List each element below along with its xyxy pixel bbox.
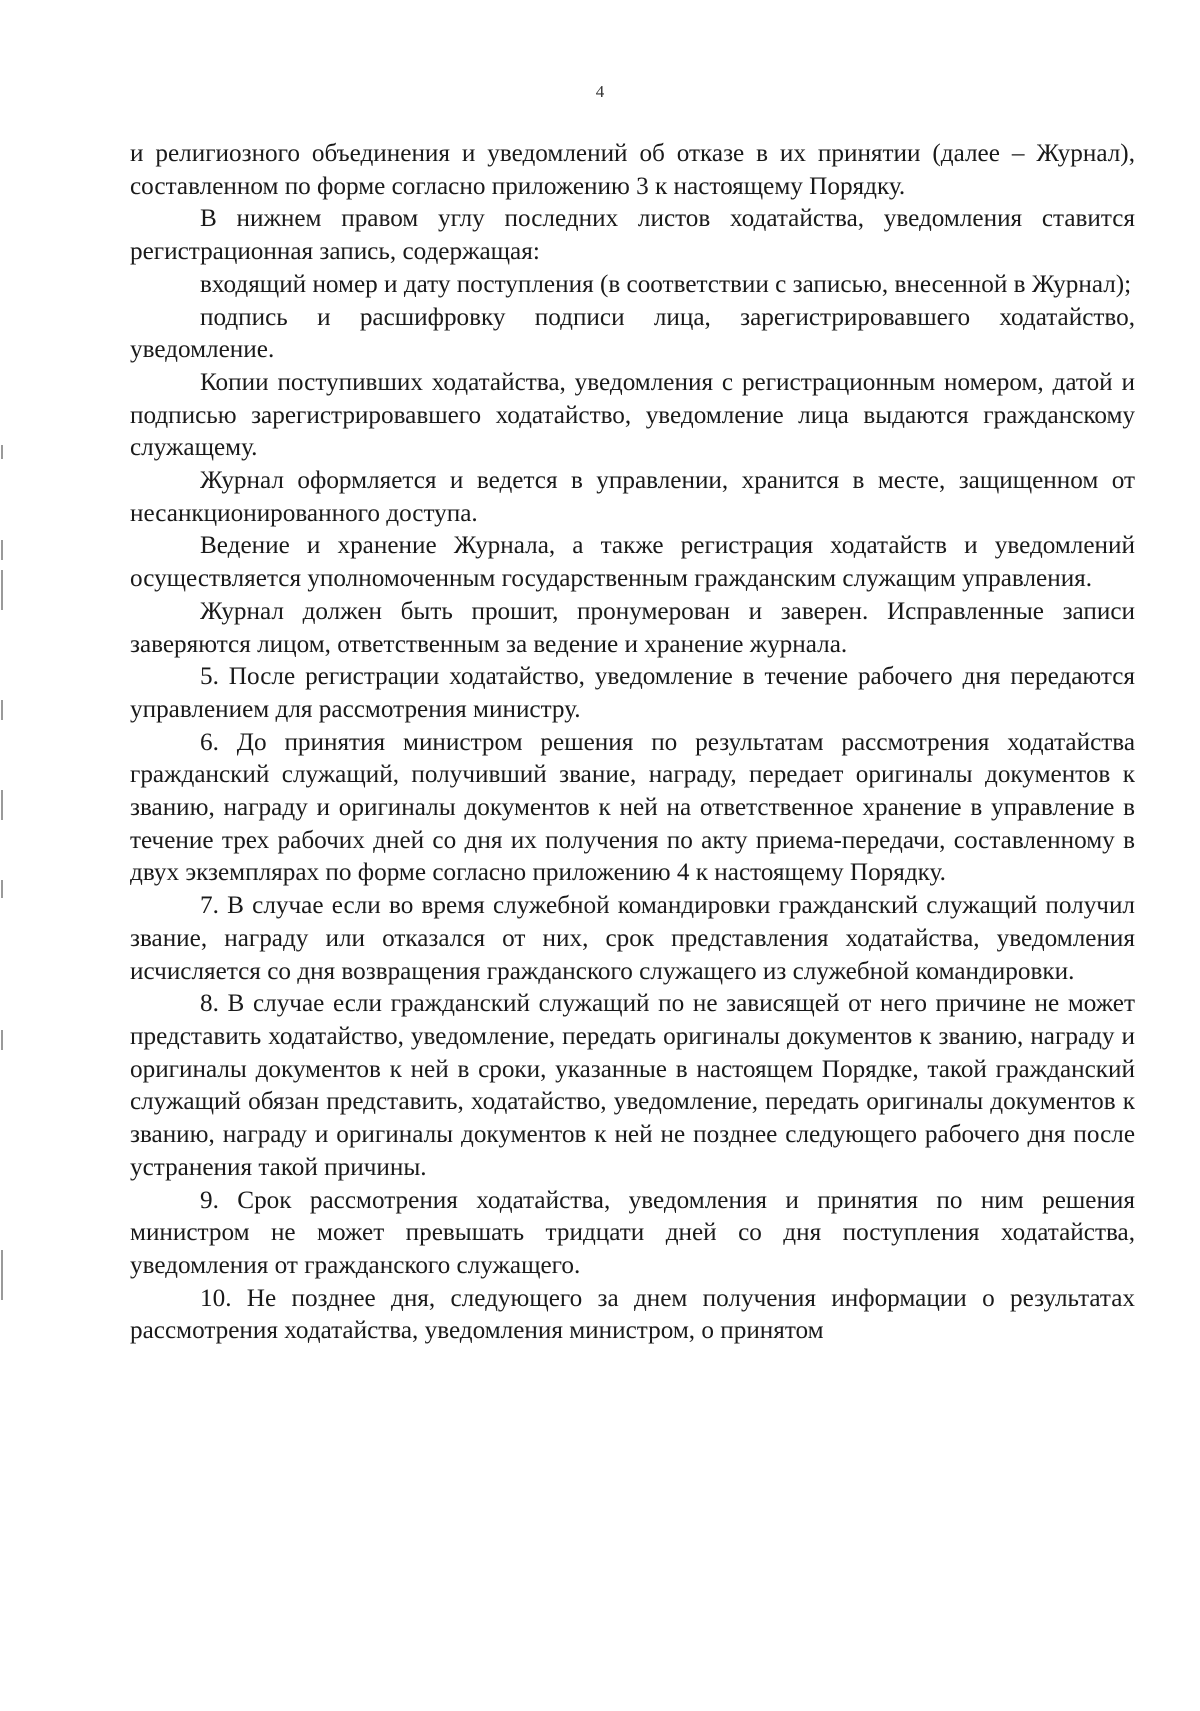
binding-mark <box>1 790 3 820</box>
binding-mark <box>1 445 3 459</box>
paragraph-item-8: 8. В случае если гражданский служащий по не зависящей от него причине не может представить ходатайство, уведомление, передать оригиналы документов к званию, награду и оригиналы документов к ней в сроки, указанные в настоящем Порядке, такой гражданский служащий обязан представить, ходатайство, уведомление, передать оригиналы документов к званию, награду и оригиналы документов к ней не позднее следующего рабочего дня после устранения такой причины. <box>130 990 1135 1181</box>
binding-edge-marks <box>0 0 6 1711</box>
binding-mark <box>1 700 3 720</box>
binding-mark <box>1 570 3 610</box>
document-body <box>130 138 1135 1348</box>
paragraph-item-5: 5. После регистрации ходатайство, уведомление в течение рабочего дня передаются управлением для рассмотрения министру. <box>130 663 1135 723</box>
paragraph: Журнал оформляется и ведется в управлении, хранится в месте, защищенном от несанкционированного доступа. <box>130 467 1135 527</box>
paragraph: входящий номер и дату поступления (в соответствии с записью, внесенной в Журнал); <box>200 270 1132 298</box>
paragraph-item-6: 6. До принятия министром решения по результатам рассмотрения ходатайства гражданский служащий, получивший звание, награду, передает оригиналы документов к званию, награду и оригиналы документов к ней на ответственное хранение в управление в течение трех рабочих дней со дня их получения по акту приема-передачи, составленному в двух экземплярах по форме согласно приложению 4 к настоящему Порядку. <box>130 728 1135 887</box>
page-number: 4 <box>595 82 605 101</box>
binding-mark <box>1 540 3 560</box>
paragraph-item-7: 7. В случае если во время служебной командировки гражданский служащий получил звание, награду или отказался от них, срок представления ходатайства, уведомления исчисляется со дня возвращения гражданского служащего из служебной командировки. <box>130 892 1135 985</box>
binding-mark <box>1 880 3 898</box>
binding-mark <box>1 1030 3 1050</box>
binding-mark <box>1 1250 3 1300</box>
paragraph-item-9: 9. Срок рассмотрения ходатайства, уведомления и принятия по ним решения министром не может превышать тридцати дней со дня поступления ходатайства, уведомления от гражданского служащего. <box>130 1186 1135 1279</box>
paragraph: Журнал должен быть прошит, пронумерован и заверен. Исправленные записи заверяются лицом, ответственным за ведение и хранение журнала. <box>130 597 1135 658</box>
paragraph-continuation: и религиозного объединения и уведомлений об отказе в их принятии (далее – Журнал), составленном по форме согласно приложению 3 к настоящему Порядку. <box>130 140 1135 200</box>
paragraph: Копии поступивших ходатайства, уведомления с регистрационным номером, датой и подписью зарегистрировавшего ходатайство, уведомление лица выдаются гражданскому служащему. <box>130 368 1135 462</box>
paragraph-item-10: 10. Не позднее дня, следующего за днем получения информации о результатах рассмотрения ходатайства, уведомления министром, о принятом <box>130 1284 1135 1345</box>
paragraph: подпись и расшифровку подписи лица, зарегистрировавшего ходатайство, уведомление. <box>130 303 1135 364</box>
paragraph: В нижнем правом углу последних листов ходатайства, уведомления ставится регистрационная запись, содержащая: <box>130 205 1135 266</box>
paragraph: Ведение и хранение Журнала, а также регистрация ходатайств и уведомлений осуществляется уполномоченным государственным гражданским служащим управления. <box>130 532 1135 593</box>
